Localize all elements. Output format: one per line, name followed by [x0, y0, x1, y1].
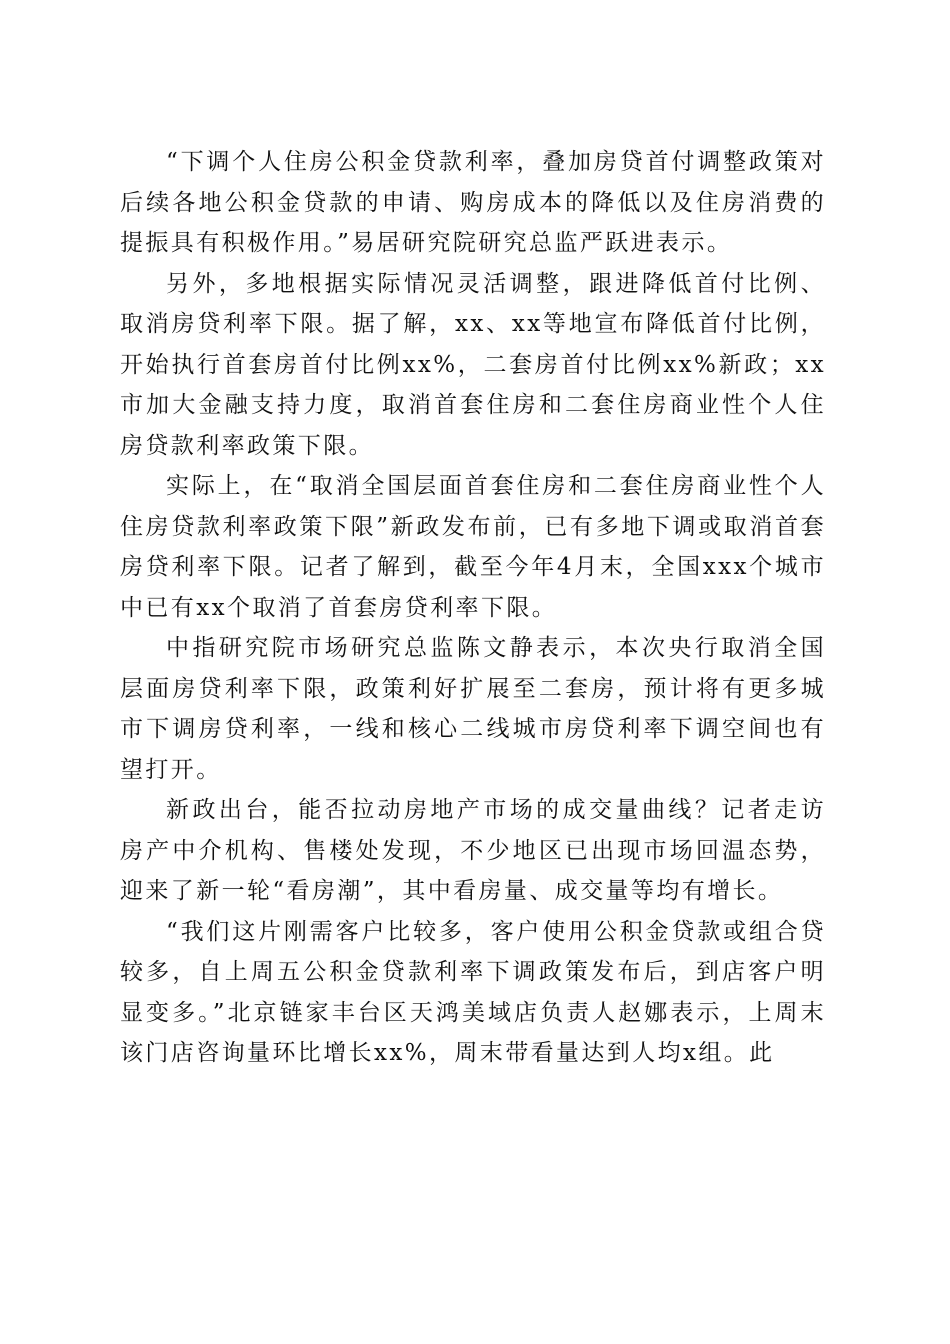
paragraph-3: 实际上，在“取消全国层面首套住房和二套住房商业性个人住房贷款利率政策下限”新政发布前，已有多地下调或取消首套房贷利率下限。记者了解到，截至今年4月末，全国xxx个城市中已有xx个取消了首套房贷利率下限。 — [120, 473, 826, 621]
paragraph-2: 另外，多地根据实际情况灵活调整，跟进降低首付比例、取消房贷利率下限。据了解，xx、xx等地宣布降低首付比例，开始执行首套房首付比例xx%，二套房首付比例xx%新政；xx市加大金融支持力度，取消首套住房和二套住房商业性个人住房贷款利率政策下限。 — [120, 270, 826, 459]
paragraph-6: “我们这片刚需客户比较多，客户使用公积金贷款或组合贷较多，自上周五公积金贷款利率下调政策发布后，到店客户明显变多。”北京链家丰台区天鸿美域店负责人赵娜表示，上周末该门店咨询量环比增长xx%，周末带看量达到人均x组。此 — [120, 918, 826, 1066]
paragraph-5: 新政出台，能否拉动房地产市场的成交量曲线？记者走访房产中介机构、售楼处发现，不少地区已出现市场回温态势，迎来了新一轮“看房潮”，其中看房量、成交量等均有增长。 — [120, 797, 826, 904]
paragraph-4: 中指研究院市场研究总监陈文静表示，本次央行取消全国层面房贷利率下限，政策利好扩展至二套房，预计将有更多城市下调房贷利率，一线和核心二线城市房贷利率下调空间也有望打开。 — [120, 635, 826, 783]
paragraph-1: “下调个人住房公积金贷款利率，叠加房贷首付调整政策对后续各地公积金贷款的申请、购房成本的降低以及住房消费的提振具有积极作用。”易居研究院研究总监严跃进表示。 — [120, 149, 826, 256]
article-body — [120, 142, 826, 1074]
